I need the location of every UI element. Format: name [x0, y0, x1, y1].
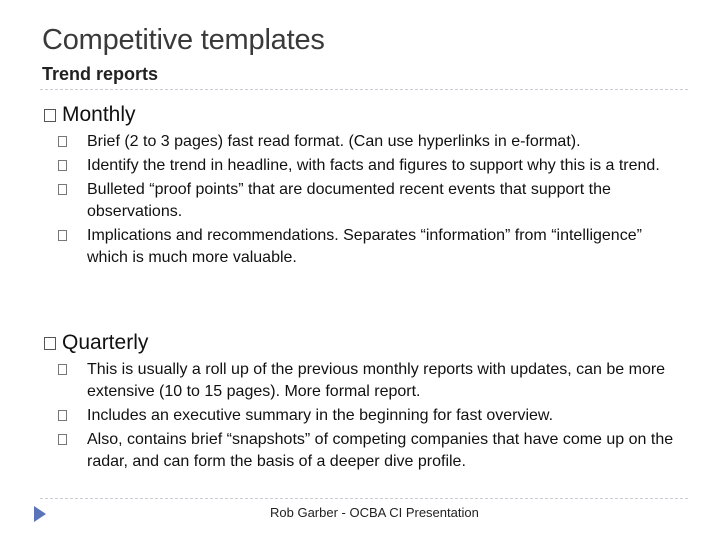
bottom-divider [40, 498, 688, 499]
section-heading-text: Monthly [62, 103, 136, 126]
triangle-marker-icon [33, 505, 47, 523]
list-item-text: Implications and recommendations. Separates “information” from “intelligence” which is much more valuable. [87, 227, 642, 266]
checkbox-bullet-icon [58, 160, 67, 171]
list-item-text: This is usually a roll up of the previous monthly reports with updates, can be more extensive (10 to 15 pages). More formal report. [87, 361, 666, 400]
checkbox-bullet-icon [58, 136, 67, 147]
list-item-text: Identify the trend in headline, with facts and figures to support why this is a trend. [87, 157, 660, 174]
top-divider [40, 89, 688, 90]
section-heading [44, 103, 687, 127]
checkbox-bullet-icon [58, 410, 67, 421]
slide-subtitle: Trend reports [42, 64, 159, 84]
list-item [44, 155, 687, 177]
section-heading-text: Quarterly [62, 331, 149, 354]
section-monthly [44, 103, 687, 271]
bullet-list [44, 359, 687, 473]
list-item [44, 359, 687, 403]
section-heading [44, 331, 687, 355]
list-item-text: Also, contains brief “snapshots” of competing companies that have come up on the radar, and can form the basis of a deeper dive profile. [87, 431, 674, 470]
list-item-text: Bulleted “proof points” that are documented recent events that support the observations. [87, 181, 611, 220]
checkbox-bullet-icon [58, 184, 67, 195]
list-item [44, 429, 687, 473]
list-item-text: Brief (2 to 3 pages) fast read format. (Can use hyperlinks in e-format). [87, 133, 581, 150]
checkbox-bullet-icon [58, 364, 67, 375]
checkbox-bullet-icon [58, 434, 67, 445]
list-item [44, 131, 687, 153]
bullet-list [44, 131, 687, 269]
list-item [44, 225, 687, 269]
checkbox-bullet-icon [58, 230, 67, 241]
checkbox-bullet-icon [44, 109, 56, 122]
footer-text: Rob Garber - OCBA CI Presentation [270, 505, 479, 520]
slide-title: Competitive templates [42, 24, 325, 56]
list-item [44, 405, 687, 427]
section-quarterly [44, 331, 687, 475]
list-item [44, 179, 687, 223]
list-item-text: Includes an executive summary in the beginning for fast overview. [87, 407, 554, 424]
checkbox-bullet-icon [44, 337, 56, 350]
